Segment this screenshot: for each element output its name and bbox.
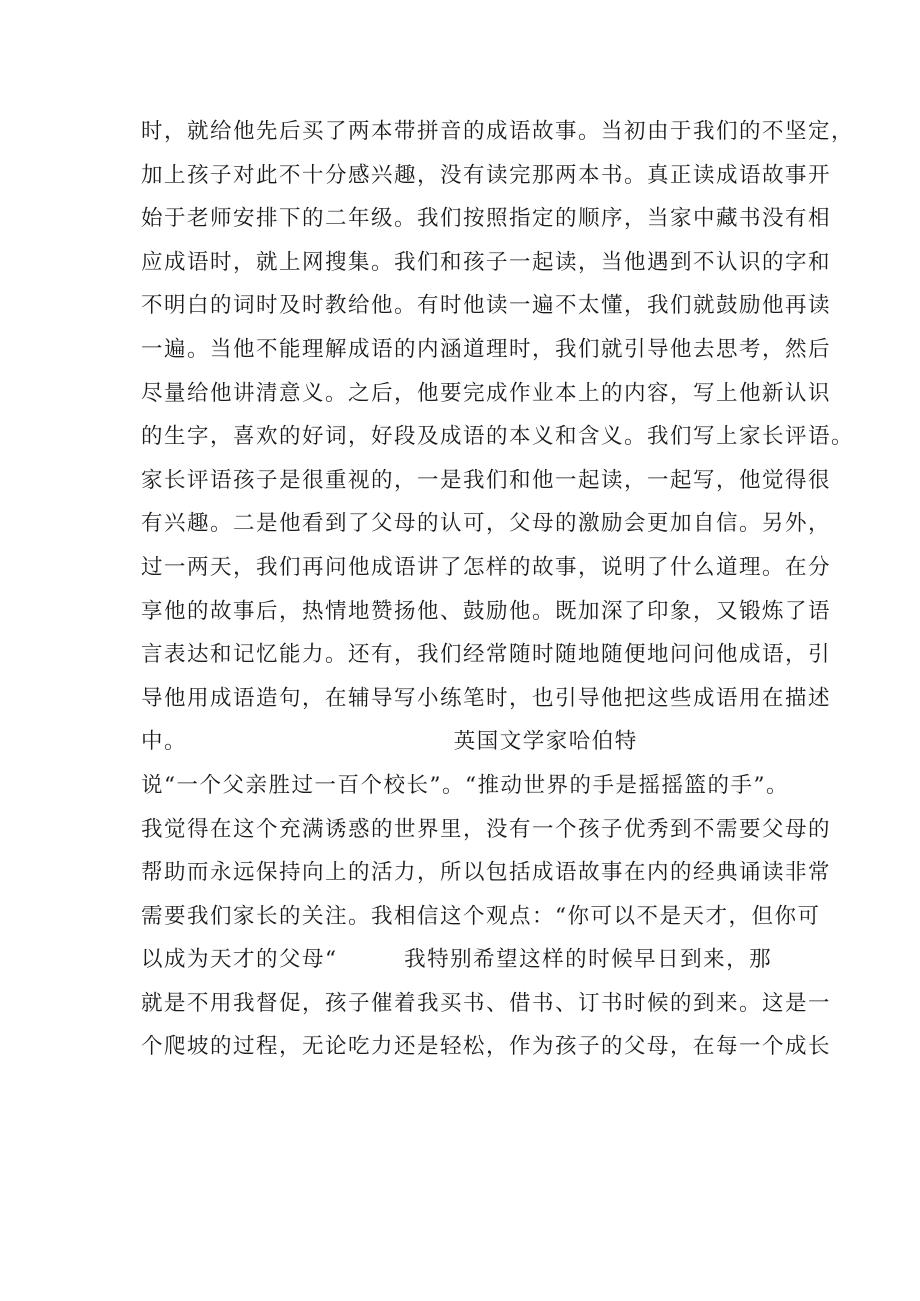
text-line-7: 尽量给他讲清意义。之后，他要完成作业本上的内容，写上他新认识: [141, 380, 832, 406]
text-line-16: 说“一个父亲胜过一百个校长”。“推动世界的手是摇摇篮的手”。: [141, 772, 789, 798]
text-line-21: 就是不用我督促，孩子催着我买书、借书、订书时候的到来。这是一: [141, 990, 832, 1016]
text-line-18: 帮助而永远保持向上的活力，所以包括成语故事在内的经典诵读非常: [141, 860, 832, 886]
text-line-20: 以成为天才的父母“ 我特别希望这样的时候早日到来，那: [141, 947, 773, 973]
body-text: [141, 110, 855, 1069]
text-line-3: 始于老师安排下的二年级。我们按照指定的顺序，当家中藏书没有相: [141, 206, 832, 232]
text-line-12: 享他的故事后，热情地赞扬他、鼓励他。既加深了印象，又锻炼了语: [141, 598, 832, 624]
text-line-10: 有兴趣。二是他看到了父母的认可，父母的激励会更加自信。另外，: [141, 511, 832, 537]
text-line-4: 应成语时，就上网搜集。我们和孩子一起读，当他遇到不认识的字和: [141, 249, 832, 275]
text-line-13: 言表达和记忆能力。还有，我们经常随时随地随便地问问他成语，引: [141, 642, 832, 668]
text-line-2: 加上孩子对此不十分感兴趣，没有读完那两本书。真正读成语故事开: [141, 162, 832, 188]
text-line-9: 家长评语孩子是很重视的，一是我们和他一起读，一起写，他觉得很: [141, 467, 832, 493]
text-line-8: 的生字，喜欢的好词，好段及成语的本义和含义。我们写上家长评语。: [141, 424, 855, 450]
text-line-14: 导他用成语造句，在辅导写小练笔时，也引导他把这些成语用在描述: [141, 685, 832, 711]
text-line-11: 过一两天，我们再问他成语讲了怎样的故事，说明了什么道理。在分: [141, 554, 832, 580]
text-line-15: 中。 英国文学家哈伯特: [141, 729, 638, 755]
text-line-1: 时，就给他先后买了两本带拼音的成语故事。当初由于我们的不坚定，: [141, 119, 855, 144]
text-line-22: 个爬坡的过程，无论吃力还是轻松，作为孩子的父母，在每一个成长: [141, 1034, 832, 1060]
text-line-17: 我觉得在这个充满诱惑的世界里，没有一个孩子优秀到不需要父母的: [141, 816, 832, 842]
text-line-19: 需要我们家长的关注。我相信这个观点：“你可以不是天才，但你可: [141, 903, 821, 929]
text-line-5: 不明白的词时及时教给他。有时他读一遍不太懂，我们就鼓励他再读: [141, 293, 832, 319]
text-line-6: 一遍。当他不能理解成语的内涵道理时，我们就引导他去思考，然后: [141, 336, 832, 362]
